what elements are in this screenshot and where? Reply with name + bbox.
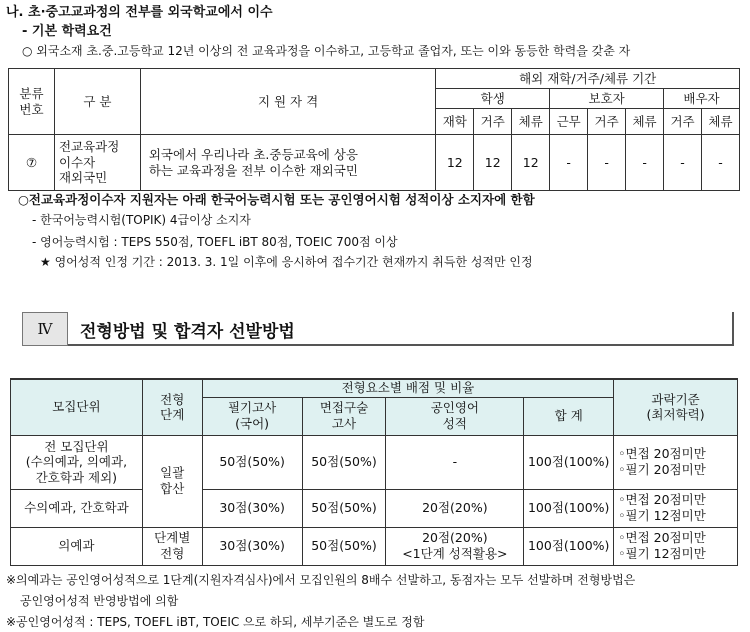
header-line: 단계 xyxy=(160,407,185,423)
footnote-medicine: ※의예과는 공인영어성적으로 1단계(지원자격심사)에서 모집인원의 8배수 선발하고, 동점자는 모두 선발하며 전형방법은 xyxy=(6,573,636,587)
header-line: 분류 xyxy=(19,85,44,101)
unit-line: 간호학과 제외) xyxy=(35,469,118,485)
footnote-english-tests: ※공인영어성적 : TEPS, TOEFL iBT, TOEIC 으로 하되, 세부기준은 별도로 정함 xyxy=(6,615,425,629)
interview-cell: 50점(50%) xyxy=(302,435,386,489)
header-line: 고사 xyxy=(331,416,357,431)
unit-cell: 의예과 xyxy=(11,527,143,565)
criteria-line: ◦면접 20점미만 xyxy=(618,446,706,462)
section-underline xyxy=(68,344,734,346)
unit-cell: 수의예과, 간호학과 xyxy=(11,489,143,527)
header-line: 성적 xyxy=(442,416,467,431)
criteria-line: ◦면접 20점미만 xyxy=(618,492,706,508)
total-cell: 100점(100%) xyxy=(524,435,614,489)
header-line: (최저학력) xyxy=(646,407,705,423)
type-line: 재외국민 xyxy=(58,170,108,186)
sub-header: 거주 xyxy=(588,109,626,135)
header-line: (국어) xyxy=(235,416,270,431)
section-header xyxy=(10,312,740,346)
residence-period-table xyxy=(8,68,740,191)
header-line: 번호 xyxy=(19,101,44,117)
total-cell: 100점(100%) xyxy=(524,527,614,565)
english-cell: 20점(20%) xyxy=(386,489,524,527)
stage-cell-merged xyxy=(142,435,202,527)
row-type xyxy=(54,135,140,191)
written-cell: 30점(30%) xyxy=(202,527,302,565)
type-line: 전교육과정 xyxy=(58,139,120,155)
type-line: 이수자 xyxy=(58,154,96,170)
english-line: 20점(20%) xyxy=(422,530,488,546)
criteria-line: ◦필기 12점미만 xyxy=(618,508,706,523)
sub-header: 체류 xyxy=(626,109,664,135)
section-title: 전형방법 및 합격자 선발방법 xyxy=(80,322,295,342)
written-cell: 30점(30%) xyxy=(202,489,302,527)
stage-line: 일괄 xyxy=(160,465,185,481)
stage-cell xyxy=(142,527,202,565)
row-number: ⑦ xyxy=(9,135,55,191)
unit-cell xyxy=(11,435,143,489)
ratio-header: 전형요소별 배점 및 비율 xyxy=(202,379,613,397)
criteria-header xyxy=(614,379,738,435)
stage-line: 합산 xyxy=(160,481,185,496)
sub-header: 거주 xyxy=(664,109,702,135)
footnote-medicine-cont: 공인영어성적 반영방법에 의함 xyxy=(20,594,179,608)
written-header xyxy=(202,397,302,435)
interview-header xyxy=(302,397,386,435)
sub-header: 체류 xyxy=(702,109,740,135)
total-header: 합 계 xyxy=(524,397,614,435)
group-student: 학생 xyxy=(436,89,550,109)
group-guardian: 보호자 xyxy=(550,89,664,109)
section-number: Ⅳ xyxy=(22,312,68,346)
value-cell: - xyxy=(664,135,702,191)
category-number-header xyxy=(9,69,55,135)
criteria-line: ◦면접 20점미만 xyxy=(618,530,706,546)
criteria-cell xyxy=(614,527,738,565)
interview-cell: 50점(50%) xyxy=(302,527,386,565)
value-cell: - xyxy=(626,135,664,191)
criteria-cell xyxy=(614,435,738,489)
value-cell: - xyxy=(550,135,588,191)
type-header: 구 분 xyxy=(54,69,140,135)
english-cell xyxy=(386,527,524,565)
english-line: <1단계 성적활용> xyxy=(402,546,508,561)
header-line: 면접구술 xyxy=(319,400,369,416)
interview-cell: 50점(50%) xyxy=(302,489,386,527)
selection-method-table xyxy=(10,378,738,566)
written-cell: 50점(50%) xyxy=(202,435,302,489)
english-header xyxy=(386,397,524,435)
section-heading: 나. 초·중고교과정의 전부를 외국학교에서 이수 xyxy=(6,5,273,20)
header-line: 과락기준 xyxy=(651,391,700,407)
qual-line: 하는 교육과정을 전부 이수한 재외국민 xyxy=(148,162,358,178)
unit-line: 전 모집단위 xyxy=(44,438,109,454)
stage-line: 단계별 xyxy=(154,530,191,546)
stage-line: 전형 xyxy=(160,546,185,561)
abroad-period-header: 해외 재학/거주/체류 기간 xyxy=(436,69,740,89)
header-line: 전형 xyxy=(160,391,185,407)
header-line: 필기고사 xyxy=(227,400,277,416)
sub-header: 거주 xyxy=(474,109,512,135)
criteria-line: ◦필기 12점미만 xyxy=(618,546,706,561)
qualification-header: 지 원 자 격 xyxy=(140,69,436,135)
criteria-cell xyxy=(614,489,738,527)
section-right-border xyxy=(732,312,734,346)
english-cell: - xyxy=(386,435,524,489)
row-qualification xyxy=(140,135,436,191)
sub-header: 체류 xyxy=(512,109,550,135)
total-cell: 100점(100%) xyxy=(524,489,614,527)
header-line: 공인영어 xyxy=(430,400,479,416)
group-spouse: 배우자 xyxy=(664,89,740,109)
eligibility-note: ○전교육과정이수자 지원자는 아래 한국어능력시험 또는 공인영어시험 성적이상 소지자에 한함 xyxy=(18,192,535,207)
subheading: - 기본 학력요건 xyxy=(22,24,112,39)
value-cell: 12 xyxy=(436,135,474,191)
value-cell: - xyxy=(588,135,626,191)
criteria-line: ◦필기 20점미만 xyxy=(618,462,706,477)
note-line-english: - 영어능력시험 : TEPS 550점, TOEFL iBT 80점, TOEIC 700점 이상 xyxy=(32,235,398,249)
unit-line: (수의예과, 의예과, xyxy=(25,454,128,470)
requirement-text: ○ 외국소재 초.중.고등학교 12년 이상의 전 교육과정을 이수하고, 고등학교 졸업자, 또는 이와 동등한 학력을 갖춘 자 xyxy=(22,44,631,58)
qual-line: 외국에서 우리나라 초.중등교육에 상응 xyxy=(148,146,358,162)
note-line-validity: ★ 영어성적 인정 기간 : 2013. 3. 1일 이후에 응시하여 접수기간 현재까지 취득한 성적만 인정 xyxy=(40,255,533,269)
unit-header: 모집단위 xyxy=(11,379,143,435)
value-cell: 12 xyxy=(474,135,512,191)
value-cell: 12 xyxy=(512,135,550,191)
note-line-topik: - 한국어능력시험(TOPIK) 4급이상 소지자 xyxy=(32,213,251,227)
sub-header: 근무 xyxy=(550,109,588,135)
sub-header: 재학 xyxy=(436,109,474,135)
stage-header xyxy=(142,379,202,435)
value-cell: - xyxy=(702,135,740,191)
